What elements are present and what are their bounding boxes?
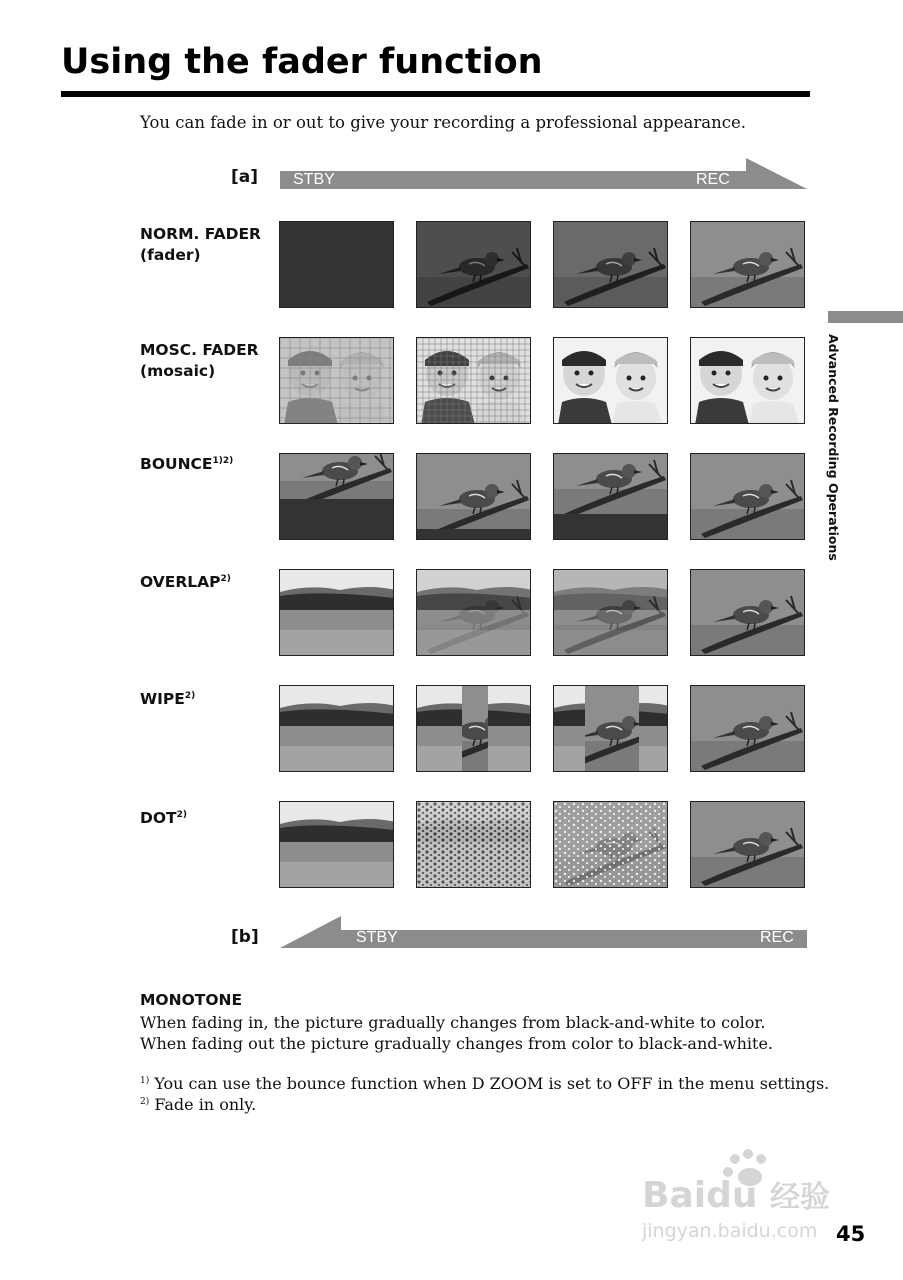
page-title: Using the fader function	[61, 42, 543, 82]
dot-frame-3	[553, 801, 668, 888]
mosaic-frame-3	[553, 337, 668, 424]
row-label-bounce	[140, 451, 233, 475]
wipe-frame-4	[690, 685, 805, 772]
row-label-sup: 2)	[220, 574, 231, 584]
footnote-mark: 1)	[140, 1076, 150, 1086]
wipe-frame-1	[279, 685, 394, 772]
bounce-frame-3	[553, 453, 668, 540]
arrow-b-stby: STBY	[356, 929, 398, 946]
footnote-1	[140, 1074, 829, 1093]
mosaic-frame-1	[279, 337, 394, 424]
title-rule	[61, 91, 810, 97]
norm-fader-frame-4	[690, 221, 805, 308]
mosaic-frame-2	[416, 337, 531, 424]
row-label-line2: (mosaic)	[140, 362, 216, 380]
watermark-brand: Baidu	[642, 1175, 758, 1216]
bounce-frame-1	[279, 453, 394, 540]
row-label-norm-fader	[140, 224, 261, 266]
dot-frame-4	[690, 801, 805, 888]
overlap-frame-3	[553, 569, 668, 656]
baidu-watermark	[640, 1145, 850, 1245]
row-label-mosc-fader	[140, 340, 259, 382]
bounce-frame-2	[416, 453, 531, 540]
footnote-mark: 2)	[140, 1097, 150, 1107]
wipe-frame-2	[416, 685, 531, 772]
row-label-line1: DOT	[140, 809, 177, 827]
wipe-frame-3	[553, 685, 668, 772]
norm-fader-frame-2	[416, 221, 531, 308]
watermark-cn: 经验	[770, 1180, 830, 1215]
mosaic-frame-4	[690, 337, 805, 424]
section-label: Advanced Recording Operations	[826, 334, 841, 561]
dot-frame-2	[416, 801, 531, 888]
intro-text: You can fade in or out to give your recording a professional appearance.	[140, 113, 746, 132]
row-label-line1: OVERLAP	[140, 573, 221, 591]
arrow-a-rec: REC	[696, 171, 730, 188]
row-label-line2: (fader)	[140, 246, 201, 264]
arrow-a-stby: STBY	[293, 171, 335, 188]
footnote-text: Fade in only.	[149, 1095, 257, 1114]
row-label-wipe	[140, 686, 195, 710]
overlap-frame-2	[416, 569, 531, 656]
row-label-overlap	[140, 569, 231, 593]
section-tab	[828, 311, 903, 323]
row-label-dot	[140, 805, 187, 829]
dot-frame-1	[279, 801, 394, 888]
footnote-2	[140, 1095, 256, 1114]
bounce-frame-4	[690, 453, 805, 540]
marker-b: [b]	[231, 927, 259, 947]
overlap-frame-4	[690, 569, 805, 656]
row-label-line1: WIPE	[140, 690, 185, 708]
marker-a: [a]	[231, 167, 259, 187]
row-label-sup: 2)	[184, 691, 196, 701]
monotone-line-2: When fading out the picture gradually changes from color to black-and-white.	[140, 1034, 774, 1053]
row-label-sup: 2)	[176, 810, 188, 820]
row-label-line1: NORM. FADER	[140, 225, 261, 243]
monotone-line-1: When fading in, the picture gradually changes from black-and-white to color.	[140, 1013, 766, 1032]
footnote-text: You can use the bounce function when D ZOOM is set to OFF in the menu settings.	[149, 1074, 830, 1093]
arrow-b-rec: REC	[760, 929, 794, 946]
norm-fader-frame-1	[279, 221, 394, 308]
monotone-heading: MONOTONE	[140, 991, 243, 1009]
norm-fader-frame-3	[553, 221, 668, 308]
page-number: 45	[836, 1222, 866, 1246]
watermark-url: jingyan.baidu.com	[642, 1220, 818, 1242]
row-label-line1: BOUNCE	[140, 455, 213, 473]
row-label-line1: MOSC. FADER	[140, 341, 259, 359]
row-label-sup: 1)2)	[212, 456, 234, 466]
overlap-frame-1	[279, 569, 394, 656]
